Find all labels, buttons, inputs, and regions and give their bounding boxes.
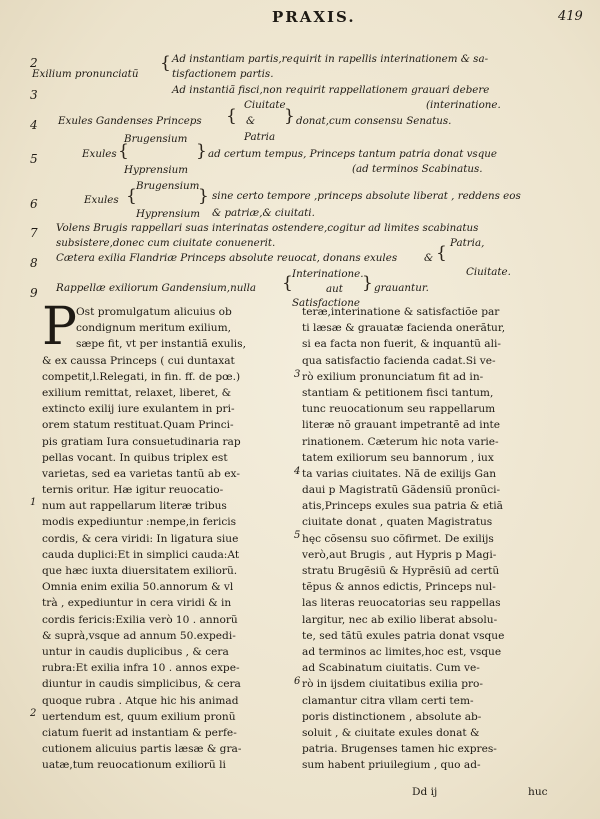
brace-glyph: { (226, 106, 237, 126)
text-line: tunc reuocationum seu rappellarum (302, 403, 496, 416)
text-line: modis expediuntur :nempe,in fericis (42, 516, 237, 529)
text-line: que hæc iuxta diuersitatem exiliorũ. (42, 565, 238, 577)
brace-glyph: } (198, 186, 209, 206)
text-line: ta varias ciuitates. Nã de exilijs Gan (302, 467, 497, 480)
text-line: varietas, sed ea varietas tantũ ab ex- (42, 467, 240, 480)
text-line: orem statum restituat.Quam Princi- (42, 419, 234, 432)
text-line: ad terminos ac limites,hoc est, vsque (302, 645, 502, 658)
row-number: 9 (30, 286, 38, 300)
left-text-column (42, 297, 304, 773)
margin-number: 1 (30, 497, 37, 508)
text-line: cordis fericis:Exilia verò 10 . annorũ (42, 613, 238, 626)
text-line: si ea facta non fuerit, & inquantũ ali- (302, 338, 501, 351)
text-line: stantiam & petitionem fisci tantum, (302, 386, 494, 399)
table-text: Exilium pronunciatũ (32, 68, 139, 80)
text-line: tatem exiliorum seu bannorum , iux (302, 451, 494, 464)
text-line: uatæ,tum reuocationum exiliorũ li (42, 759, 226, 772)
table-text: Exules (84, 194, 119, 206)
table-text: Exules (82, 148, 117, 160)
text-line: trà , expediuntur in cera viridi & in (42, 597, 232, 610)
table-text: & (246, 115, 256, 127)
text-line: & suprà,vsque ad annum 50.expedi- (42, 629, 236, 642)
table-text: subsistere,donec cum ciuitate conuenerit. (56, 237, 276, 249)
brace-glyph: } (362, 273, 373, 293)
table-text: Volens Brugis rappellari suas interinatas ostendere,cogitur ad limites scabinatus (56, 222, 479, 234)
table-text: sine certo tempore ,princeps absolute liberat , reddens eos (212, 190, 521, 202)
text-line: ciatum fuerit ad instantiam & perfe- (42, 726, 237, 739)
text-line: Omnia enim exilia 50.annorum & vl (42, 581, 234, 594)
text-line: tẽpus & annos edictis, Princeps nul- (302, 581, 496, 594)
text-line: competit,l.Relegati, in fin. ff. de pœ.) (42, 370, 241, 383)
text-line: rò in ijsdem ciuitatibus exilia pro- (302, 678, 484, 691)
text-line: rubra:Et exilia infra 10 . annos expe- (42, 662, 240, 675)
text-line: & ex caussa Princeps ( cui duntaxat (42, 354, 235, 367)
table-text: Hyprensium (136, 208, 201, 220)
text-line: uertendum est, quum exilium pronũ (42, 710, 236, 723)
table-text: Ad instantiã fisci,non requirit rappellationem grauari debere (172, 84, 490, 96)
brace-glyph: { (126, 186, 137, 206)
signature-mark: Dd ij (412, 786, 438, 798)
text-line: Ost promulgatum alicuius ob (76, 306, 232, 318)
text-line: ad Scabinatum ciuitatis. Cum ve- (302, 662, 480, 675)
drop-cap: P (42, 297, 77, 357)
table-text: & patriæ,& ciuitati. (212, 207, 315, 219)
text-line: verò,aut Brugis , aut Hypris p Magi- (302, 548, 497, 561)
brace-glyph: { (282, 273, 293, 293)
text-line: condignum meritum exilium, (76, 322, 232, 335)
text-line: cordis, & cera viridi: In ligatura siue (42, 532, 239, 545)
row-number: 7 (30, 226, 38, 240)
text-line: sum habent priuilegium , quo ad- (302, 759, 481, 772)
text-line: ti læsæ & grauatæ facienda onerãtur, (302, 322, 506, 335)
margin-number: 5 (294, 530, 301, 541)
brace-glyph: { (160, 53, 171, 73)
text-line: atis,Princeps exules sua patria & etiã (302, 500, 503, 513)
table-text: Ad instantiam partis,requirit in rapellis interinationem & sa- (172, 53, 489, 65)
table-text: Patria (244, 131, 276, 143)
text-line: literæ nõ grauant impetrantẽ ad inte (302, 419, 501, 432)
table-text: Ciuitate. (466, 266, 511, 278)
table-text: Brugensium (136, 180, 200, 192)
row-number: 2 (30, 56, 38, 70)
table-text: Exules Gandenses Princeps (58, 115, 202, 127)
text-line: pis gratiam Iura consuetudinaria rap (42, 435, 241, 448)
margin-number: 4 (294, 466, 301, 477)
text-line: sæpe fit, vt per instantiã exulis, (76, 338, 246, 351)
margin-number: 6 (294, 676, 301, 687)
row-number: 8 (30, 256, 38, 270)
table-text: donat,cum consensu Senatus. (296, 115, 452, 127)
text-line: clamantur citra vllam certi tem- (302, 694, 474, 707)
row-number: 5 (30, 152, 38, 166)
text-line: qua satisfactio facienda cadat.Si ve- (302, 354, 496, 367)
text-line: rò exilium pronunciatum fit ad in- (302, 370, 484, 383)
brace-glyph: } (284, 106, 295, 126)
page-number: 419 (558, 9, 583, 24)
text-line: patria. Brugenses tamen hic expres- (302, 743, 497, 756)
row-number: 6 (30, 197, 38, 211)
text-line: quoque rubra . Atque hic his animad (42, 694, 239, 707)
text-line: exilium remittat, relaxet, liberet, & (42, 386, 232, 399)
table-text: Rappellæ exiliorum Gandensium,nulla (56, 282, 257, 294)
table-text: Ciuitate (244, 99, 286, 111)
table-text: Patria, (450, 237, 485, 249)
row-number: 3 (30, 88, 38, 102)
text-line: las literas reuocatorias seu rappellas (302, 597, 501, 610)
table-text: aut (326, 283, 343, 295)
row-number: 4 (30, 118, 38, 132)
margin-number: 3 (294, 369, 301, 380)
text-line: poris distinctionem , absolute ab- (302, 710, 482, 723)
text-line: largitur, nec ab exilio liberat absolu- (302, 613, 498, 626)
table-text: Satisfactione (292, 297, 360, 309)
text-line: extincto exilij iure exulantem in pri- (42, 403, 235, 416)
table-text: (interinatione. (426, 99, 501, 111)
catchword: huc (528, 786, 548, 798)
table-text: Brugensium (124, 133, 188, 145)
right-text-column (302, 304, 552, 773)
table-text: Hyprensium (124, 164, 189, 176)
table-text: ad certum tempus, Princeps tantum patria donat vsque (208, 148, 498, 160)
table-text: (ad terminos Scabinatus. (352, 163, 483, 175)
table-text: grauantur. (374, 282, 429, 294)
text-line: untur in caudis duplicibus , & cera (42, 645, 229, 658)
text-line: teræ,interinatione & satisfactiõe par (302, 306, 500, 318)
text-line: cutionem alicuius partis læsæ & gra- (42, 743, 242, 756)
text-line: cauda duplici:Et in simplici cauda:At (42, 548, 240, 561)
table-text: Interinatione. (292, 268, 364, 280)
margin-number: 2 (30, 708, 37, 719)
text-line: daui p Magistratũ Gãdensiũ pronũci- (302, 484, 501, 497)
brace-glyph: } (196, 141, 207, 161)
text-line: ternis oritur. Hæ igitur reuocatio- (42, 484, 224, 497)
running-head: PRAXIS. (272, 8, 356, 26)
text-line: hęc cõsensu suo cõfirmet. De exilijs (302, 532, 494, 545)
text-line: te, sed tãtũ exules patria donat vsque (302, 629, 505, 642)
text-line: pellas vocant. In quibus triplex est (42, 451, 228, 464)
table-text: Cætera exilia Flandriæ Princeps absolute reuocat, donans exules (56, 252, 398, 264)
text-line: diuntur in caudis simplicibus, & cera (42, 678, 241, 691)
text-line: num aut rappellarum literæ tribus (42, 500, 227, 513)
text-line: stratu Brugẽsiũ & Hyprẽsiũ ad certũ (302, 565, 500, 577)
table-text: tisfactionem partis. (172, 68, 274, 80)
text-line: rinationem. Cæterum hic nota varie- (302, 435, 499, 448)
table-text: & (424, 252, 434, 264)
brace-glyph: { (118, 141, 129, 161)
text-line: ciuitate donat , quaten Magistratus (302, 516, 493, 529)
brace-glyph: { (436, 243, 447, 263)
text-line: soluit , & ciuitate exules donat & (302, 726, 480, 739)
